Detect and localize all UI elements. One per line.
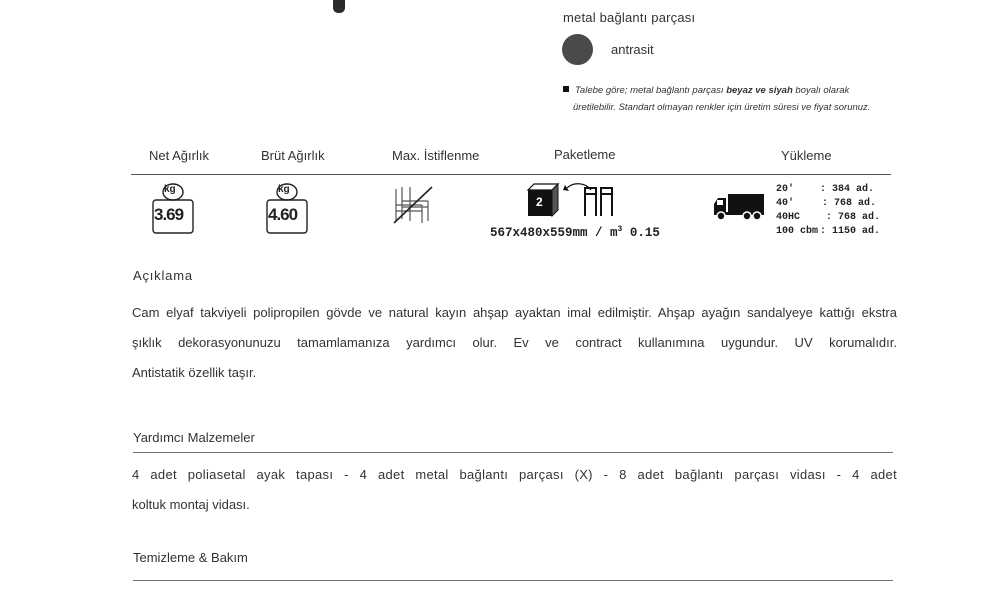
gross-weight-value: 4.60 (268, 205, 298, 224)
loading-row: 40' : 768 ad. (776, 198, 877, 209)
color-swatch-label: antrasit (611, 42, 654, 57)
description-title: Açıklama (133, 268, 193, 283)
gross-weight-kg-icon: kg 4.60 (266, 182, 308, 234)
care-divider (133, 580, 893, 581)
no-stacking-icon (392, 183, 434, 225)
packaging-header: Paketleme (554, 147, 616, 162)
care-title: Temizleme & Bakım (133, 550, 248, 565)
loading-row: 40HC : 768 ad. (776, 212, 881, 223)
package-count: 2 (536, 195, 543, 209)
accessories-text: 4 adet poliasetal ayak tapası - 4 adet metal bağlantı parçası (X) - 8 adet bağlantı parçası vidası - 4 adet koltuk montaj vidası. (132, 467, 897, 512)
package-dimensions: $567x480x559mm / m^3$ 0.15 (490, 225, 660, 241)
loading-row: 20' : 384 ad. (776, 184, 875, 195)
color-swatch-antrasit (562, 34, 593, 65)
max-stacking-header: Max. İstiflenme (392, 148, 480, 163)
loading-row: 100 cbm : 1150 ad. (776, 226, 881, 237)
gross-weight-header: Brüt Ağırlık (261, 148, 325, 163)
chair-leg-image (333, 0, 345, 13)
bullet-square-icon (563, 86, 569, 92)
truck-icon (713, 192, 765, 222)
metal-part-title: metal bağlantı parçası (563, 10, 696, 25)
loading-table (776, 183, 880, 239)
packaging-icon (527, 182, 622, 218)
description-text: Cam elyaf takviyeli polipropilen gövde ve natural kayın ahşap ayaktan imal edilmiştir. Ahşap ayağın sandalyeye kattığı ekstra şıklık dekorasyonunuzu tamamlamanıza yardımcı olur. Ev ve contract kullanımına uygundur. UV korumalıdır. Antistatik özellik taşır. (132, 305, 897, 380)
loading-header: Yükleme (781, 148, 832, 163)
accessories-title: Yardımcı Malzemeler (133, 430, 255, 445)
accessories-divider (133, 452, 893, 453)
net-weight-kg-icon: kg 3.69 (152, 182, 194, 234)
net-weight-value: 3.69 (154, 205, 184, 224)
net-weight-header: Net Ağırlık (149, 148, 209, 163)
color-note: Talebe göre; metal bağlantı parçası beyaz ve siyah boyalı olarak üretilebilir. Standart olmayan renkler için üretim süresi ve fiyat sorunuz. (563, 82, 883, 116)
spec-divider (131, 174, 891, 175)
